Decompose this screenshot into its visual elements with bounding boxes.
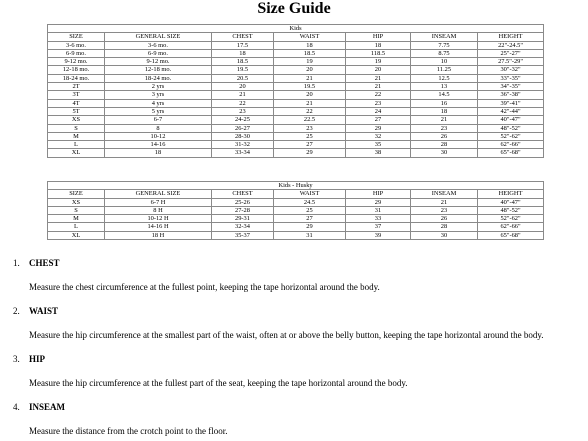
table-cell: 35-37 bbox=[212, 231, 274, 239]
table-cell: 33"-35" bbox=[478, 74, 544, 82]
column-header: SIZE bbox=[48, 190, 105, 198]
table-cell: 6-7 bbox=[105, 116, 212, 124]
column-header: CHEST bbox=[212, 190, 274, 198]
note-heading: HIP bbox=[29, 354, 46, 364]
table-cell: 3T bbox=[48, 91, 105, 99]
table-row bbox=[48, 141, 544, 149]
table-cell: S bbox=[48, 206, 105, 214]
column-header: GENERAL SIZE bbox=[105, 190, 212, 198]
table-cell: 25 bbox=[274, 206, 346, 214]
table-cell: 19.5 bbox=[212, 66, 274, 74]
table-cell: 12-18 mo. bbox=[105, 66, 212, 74]
table-cell: 28 bbox=[411, 223, 478, 231]
table-cell: 25-26 bbox=[212, 198, 274, 206]
table-cell: 2 yrs bbox=[105, 83, 212, 91]
table-cell: 31 bbox=[346, 206, 411, 214]
table-cell: 27-28 bbox=[212, 206, 274, 214]
table-cell: 11.25 bbox=[411, 66, 478, 74]
note-heading: INSEAM bbox=[29, 402, 66, 412]
table-cell: 23 bbox=[274, 124, 346, 132]
table-cell: 24-25 bbox=[212, 116, 274, 124]
table-cell: 20 bbox=[212, 83, 274, 91]
kids-table-header-row bbox=[48, 33, 544, 41]
table-row bbox=[48, 215, 544, 223]
table-cell: 10 bbox=[411, 58, 478, 66]
table-cell: 14-16 bbox=[105, 141, 212, 149]
table-cell: 18-24 mo. bbox=[105, 74, 212, 82]
column-header: INSEAM bbox=[411, 33, 478, 41]
table-cell: 32 bbox=[346, 132, 411, 140]
table-cell: 20 bbox=[274, 91, 346, 99]
table-cell: 34"-35" bbox=[478, 83, 544, 91]
table-cell: 7.75 bbox=[411, 41, 478, 49]
table-cell: 26 bbox=[411, 132, 478, 140]
table-cell: 4T bbox=[48, 99, 105, 107]
table-cell: 28 bbox=[411, 141, 478, 149]
table-cell: 20 bbox=[274, 66, 346, 74]
table-cell: 18-24 mo. bbox=[48, 74, 105, 82]
table-cell: 28-30 bbox=[212, 132, 274, 140]
table-cell: 27 bbox=[274, 141, 346, 149]
table-cell: 25 bbox=[274, 132, 346, 140]
table-cell: 23 bbox=[411, 206, 478, 214]
table-cell: 19.5 bbox=[274, 83, 346, 91]
table-cell: 118.5 bbox=[346, 49, 411, 57]
table-cell: 22 bbox=[346, 91, 411, 99]
table-cell: 13 bbox=[411, 83, 478, 91]
table-cell: 6-9 mo. bbox=[48, 49, 105, 57]
table-cell: 3-6 mo. bbox=[105, 41, 212, 49]
table-cell: 65"-68" bbox=[478, 149, 544, 157]
table-cell: 19 bbox=[346, 58, 411, 66]
table-cell: 23 bbox=[411, 124, 478, 132]
table-cell: 19 bbox=[274, 58, 346, 66]
table-cell: 30"-32" bbox=[478, 66, 544, 74]
kids-size-table bbox=[47, 24, 544, 158]
table-cell: 18 bbox=[346, 41, 411, 49]
table-row bbox=[48, 91, 544, 99]
note-heading: CHEST bbox=[29, 258, 60, 268]
table-cell: 10-12 bbox=[105, 132, 212, 140]
column-header: WAIST bbox=[274, 33, 346, 41]
table-cell: 24 bbox=[346, 107, 411, 115]
table-cell: 27.5"-29" bbox=[478, 58, 544, 66]
table-cell: 22"-24.5" bbox=[478, 41, 544, 49]
table-cell: 23 bbox=[212, 107, 274, 115]
table-row bbox=[48, 49, 544, 57]
table-cell: M bbox=[48, 215, 105, 223]
table-cell: 36"-38" bbox=[478, 91, 544, 99]
table-cell: 8 bbox=[105, 124, 212, 132]
table-cell: 20.5 bbox=[212, 74, 274, 82]
table-cell: 18 bbox=[105, 149, 212, 157]
note-text: Measure the hip circumference at the fullest part of the seat, keeping the tape horizontal around the body. bbox=[29, 378, 408, 388]
husky-table-caption: Kids - Husky bbox=[48, 182, 544, 190]
note-text: Measure the chest circumference at the fullest point, keeping the tape horizontal around the body. bbox=[29, 282, 380, 292]
table-cell: 62"-66" bbox=[478, 141, 544, 149]
column-header: GENERAL SIZE bbox=[105, 33, 212, 41]
table-row bbox=[48, 74, 544, 82]
table-cell: 42"-44" bbox=[478, 107, 544, 115]
table-cell: 33 bbox=[346, 215, 411, 223]
table-cell: L bbox=[48, 141, 105, 149]
table-row bbox=[48, 83, 544, 91]
page-title: Size Guide bbox=[257, 0, 331, 17]
table-cell: 17.5 bbox=[212, 41, 274, 49]
table-cell: XS bbox=[48, 198, 105, 206]
husky-table-body bbox=[48, 198, 544, 239]
note-number: 2. bbox=[13, 306, 20, 316]
kids-table-body bbox=[48, 41, 544, 157]
table-cell: 10-12 H bbox=[105, 215, 212, 223]
table-cell: 31 bbox=[274, 231, 346, 239]
column-header: INSEAM bbox=[411, 190, 478, 198]
note-number: 1. bbox=[13, 258, 20, 268]
table-cell: L bbox=[48, 223, 105, 231]
table-cell: 9-12 mo. bbox=[105, 58, 212, 66]
table-cell: 22.5 bbox=[274, 116, 346, 124]
table-cell: 35 bbox=[346, 141, 411, 149]
table-cell: 4 yrs bbox=[105, 99, 212, 107]
table-cell: 29 bbox=[346, 198, 411, 206]
table-row bbox=[48, 107, 544, 115]
table-cell: 8.75 bbox=[411, 49, 478, 57]
column-header: CHEST bbox=[212, 33, 274, 41]
table-cell: 18.5 bbox=[212, 58, 274, 66]
table-cell: 21 bbox=[274, 74, 346, 82]
table-row bbox=[48, 206, 544, 214]
table-row bbox=[48, 149, 544, 157]
table-cell: 21 bbox=[346, 83, 411, 91]
table-cell: 37 bbox=[346, 223, 411, 231]
table-cell: 29-31 bbox=[212, 215, 274, 223]
table-cell: 8 H bbox=[105, 206, 212, 214]
table-cell: 29 bbox=[274, 223, 346, 231]
table-cell: 40"-47" bbox=[478, 198, 544, 206]
table-cell: 30 bbox=[411, 231, 478, 239]
table-cell: 18 H bbox=[105, 231, 212, 239]
table-cell: 6-9 mo. bbox=[105, 49, 212, 57]
note-number: 4. bbox=[13, 402, 20, 412]
table-cell: 48"-52" bbox=[478, 124, 544, 132]
husky-size-table bbox=[47, 181, 544, 240]
table-cell: 21 bbox=[274, 99, 346, 107]
table-cell: 38 bbox=[346, 149, 411, 157]
note-text: Measure the distance from the crotch point to the floor. bbox=[29, 426, 228, 436]
table-cell: 6-7 H bbox=[105, 198, 212, 206]
table-cell: 2T bbox=[48, 83, 105, 91]
table-cell: 20 bbox=[346, 66, 411, 74]
table-cell: 29 bbox=[274, 149, 346, 157]
table-cell: S bbox=[48, 124, 105, 132]
table-cell: 52"-62" bbox=[478, 132, 544, 140]
table-row bbox=[48, 231, 544, 239]
table-cell: XL bbox=[48, 231, 105, 239]
table-cell: 24.5 bbox=[274, 198, 346, 206]
table-cell: 39 bbox=[346, 231, 411, 239]
column-header: HIP bbox=[346, 190, 411, 198]
table-cell: 18 bbox=[212, 49, 274, 57]
table-row bbox=[48, 116, 544, 124]
table-cell: 14-16 H bbox=[105, 223, 212, 231]
table-cell: 31-32 bbox=[212, 141, 274, 149]
table-cell: 40"-47" bbox=[478, 116, 544, 124]
table-cell: 9-12 mo. bbox=[48, 58, 105, 66]
table-cell: 21 bbox=[411, 116, 478, 124]
column-header: HIP bbox=[346, 33, 411, 41]
table-cell: 32-34 bbox=[212, 223, 274, 231]
table-cell: 25"-27" bbox=[478, 49, 544, 57]
table-cell: 12-18 mo. bbox=[48, 66, 105, 74]
table-cell: 12.5 bbox=[411, 74, 478, 82]
column-header: SIZE bbox=[48, 33, 105, 41]
table-cell: 52"-62" bbox=[478, 215, 544, 223]
table-cell: 14.5 bbox=[411, 91, 478, 99]
column-header: WAIST bbox=[274, 190, 346, 198]
table-cell: 5T bbox=[48, 107, 105, 115]
table-cell: 26-27 bbox=[212, 124, 274, 132]
table-row bbox=[48, 124, 544, 132]
table-cell: 48"-52" bbox=[478, 206, 544, 214]
table-cell: 18.5 bbox=[274, 49, 346, 57]
note-heading: WAIST bbox=[29, 306, 59, 316]
table-cell: M bbox=[48, 132, 105, 140]
table-cell: 29 bbox=[346, 124, 411, 132]
table-cell: 26 bbox=[411, 215, 478, 223]
kids-table-caption: Kids bbox=[48, 25, 544, 33]
note-text: Measure the hip circumference at the smallest part of the waist, often at or above the belly button, keeping the tape horizontal around the body. bbox=[29, 330, 544, 340]
table-row bbox=[48, 66, 544, 74]
table-cell: 21 bbox=[411, 198, 478, 206]
note-number: 3. bbox=[13, 354, 20, 364]
table-cell: 22 bbox=[212, 99, 274, 107]
table-row bbox=[48, 58, 544, 66]
table-row bbox=[48, 132, 544, 140]
table-row bbox=[48, 223, 544, 231]
table-cell: 27 bbox=[274, 215, 346, 223]
table-cell: 5 yrs bbox=[105, 107, 212, 115]
table-cell: 23 bbox=[346, 99, 411, 107]
table-row bbox=[48, 41, 544, 49]
table-cell: XL bbox=[48, 149, 105, 157]
table-cell: 30 bbox=[411, 149, 478, 157]
table-cell: 3-6 mo. bbox=[48, 41, 105, 49]
column-header: HEIGHT bbox=[478, 33, 544, 41]
table-cell: 62"-66" bbox=[478, 223, 544, 231]
husky-table-header-row bbox=[48, 190, 544, 198]
table-cell: 18 bbox=[411, 107, 478, 115]
table-row bbox=[48, 99, 544, 107]
table-cell: 18 bbox=[274, 41, 346, 49]
table-cell: 21 bbox=[346, 74, 411, 82]
column-header: HEIGHT bbox=[478, 190, 544, 198]
table-cell: 33-34 bbox=[212, 149, 274, 157]
table-cell: 27 bbox=[346, 116, 411, 124]
table-cell: 65"-68" bbox=[478, 231, 544, 239]
table-cell: XS bbox=[48, 116, 105, 124]
table-cell: 3 yrs bbox=[105, 91, 212, 99]
table-cell: 22 bbox=[274, 107, 346, 115]
table-cell: 21 bbox=[212, 91, 274, 99]
table-cell: 16 bbox=[411, 99, 478, 107]
table-row bbox=[48, 198, 544, 206]
table-cell: 39"-41" bbox=[478, 99, 544, 107]
